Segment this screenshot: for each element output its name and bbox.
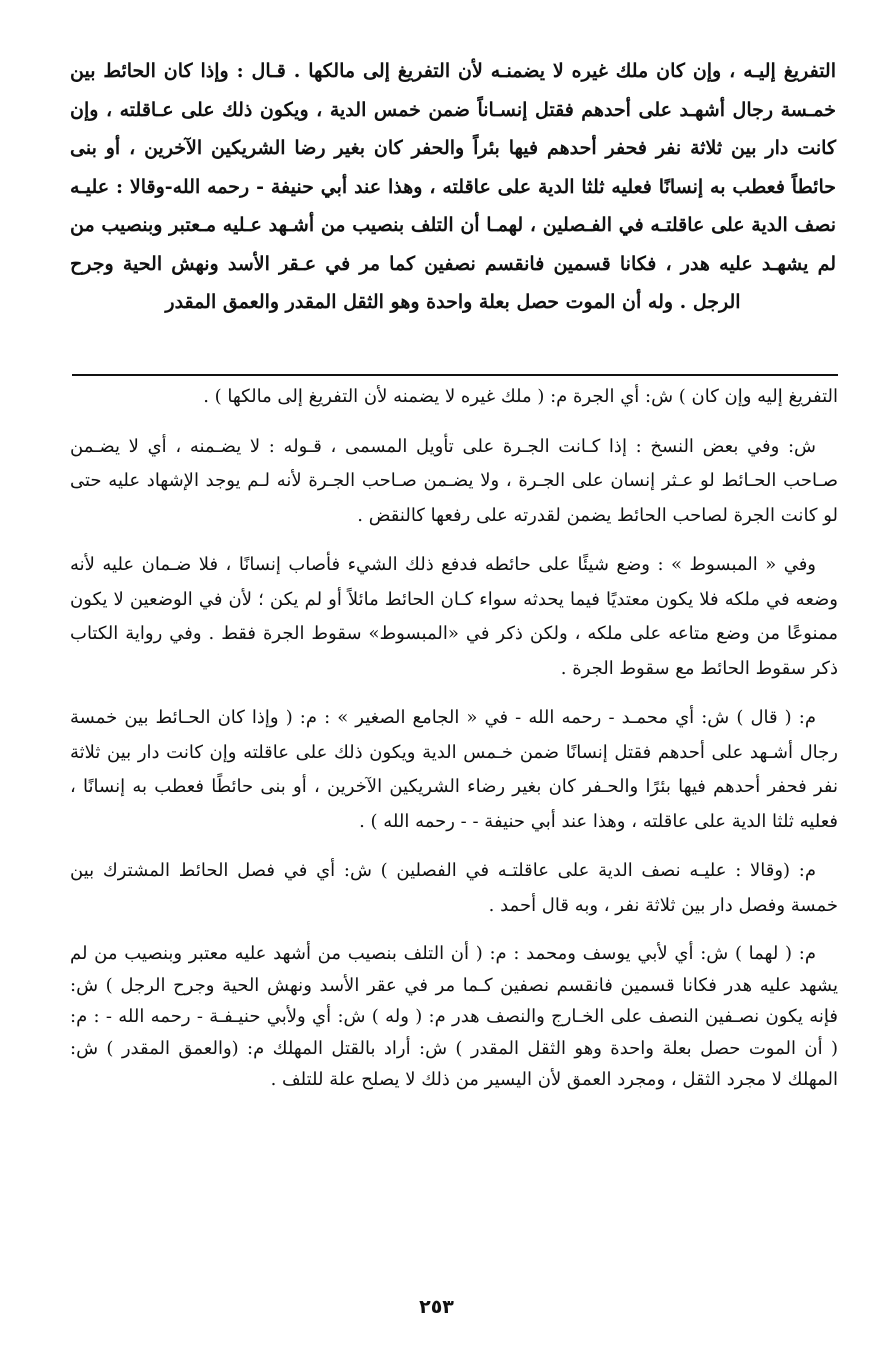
commentary-paragraph: ش: وفي بعض النسخ : إذا كـانت الجـرة على تأويل المسمى ، قـوله : لا يضـمنه ، أي لا يضـمن صـاحب الحـائط لو عـثر إنسان على الجـرة ، ولا يضـمن صـاحب الجـرة لأنه لـم يوجد الإشهاد عليه حتى لو كانت الجرة لصاحب الحائط يضمن لقدرته على رفعها كالنقض . <box>70 435 838 526</box>
commentary-block <box>70 380 838 1111</box>
main-text-paragraph: التفريغ إليـه ، وإن كان ملك غيره لا يضمنـه لأن التفريغ إلى مالكها . قـال : وإذا كان الحائط بين خمـسة رجال أشهـد على أحدهم فقتل إنسـاناً ضمن خمس الدية ، ويكون ذلك على عـاقلته ، وإن كانت دار بين ثلاثة نفر فحفر أحدهم فيها بئراً والحفر كان بغير رضا الشريكين الآخرين ، أو بنى حائطاً فعطب به إنسانًا فعليه ثلثا الدية على عاقلته ، وهذا عند أبي حنيفة - رحمه الله-وقالا : عليـه نصف الدية على عاقلتـه في الفـصلين ، لهمـا أن التلف بنصيب من أشـهد عـليه مـعتبر وبنصيب من لم يشهـد عليه هدر ، فكانا قسمين فانقسم نصفين كما مر في عـقر الأسد ونهش الحية وجرح الرجل . وله أن الموت حصل بعلة واحدة وهو الثقل المقدر والعمق المقدر <box>70 60 836 313</box>
commentary-paragraph: م: ( لهما ) ش: أي لأبي يوسف ومحمد : م: ( أن التلف بنصيب من أشهد عليه معتبر وبنصيب من لم يشهد عليه هدر فكانا قسمين فانقسم نصفين كـما مر في عقر الأسد ونهش الحية وجرح الرجل ) ش: فإنه يكون نصـفين النصف على الخـارج والنصف هدر م: ( وله ) ش: أي ولأبي حنيـفـة - رحمه الله - : م: ( أن الموت حصل بعلة واحدة وهو الثقل المقدر ) ش: أراد بالقتل المهلك م: (والعمق المقدر ) ش: المهلك لا مجرد الثقل ، ومجرد العمق لأن اليسير من ذلك لا يصلح علة للتلف . <box>70 943 838 1090</box>
commentary-paragraph: وفي « المبسوط » : وضع شيئًا على حائطه فدفع ذلك الشيء فأصاب إنسانًا ، فلا ضـمان عليه لأنه وضعه في ملكه فلا يكون معتديًا فيما يحدثه سواء كـان الحائط مائلاً أو لم يكن ؛ لأن في الوضعين لا يكون ممنوعًا من وضع متاعه على ملكه ، ولكن ذكر في «المبسوط» سقوط الجرة فقط . وفي رواية الكتاب ذكر سقوط الحائط مع سقوط الجرة . <box>70 554 838 679</box>
commentary-paragraph: م: (وقالا : عليـه نصف الدية على عاقلتـه في الفصلين ) ش: أي في فصل الحائط المشترك بين خمسة وفصل دار بين ثلاثة نفر ، وبه قال أحمد . <box>70 860 838 916</box>
main-text-block <box>70 52 836 322</box>
page-number: ٢٥٣ <box>419 1296 454 1318</box>
commentary-paragraph: م: ( قال ) ش: أي محمـد - رحمه الله - في « الجامع الصغير » : م: ( وإذا كان الحـائط بين خمسة رجال أشـهد على أحدهم فقتل إنسانًا ضمن خـمس الدية ويكون ذلك على عاقلته وإن كانت دار بين ثلاثة نفر فحفر أحدهم فيها بئرًا والحـفر كان بغير رضاء الشريكين الآخرين ، أو بنى حائطًا فعطب به إنسانًا ، فعليه ثلثا الدية على عاقلته ، وهذا عند أبي حنيفة - - رحمه الله ) . <box>70 707 838 832</box>
commentary-paragraph: التفريغ إليه وإن كان ) ش: أي الجرة م: ( ملك غيره لا يضمنه لأن التفريغ إلى مالكها ) . <box>203 386 838 407</box>
separator-line <box>72 374 838 376</box>
